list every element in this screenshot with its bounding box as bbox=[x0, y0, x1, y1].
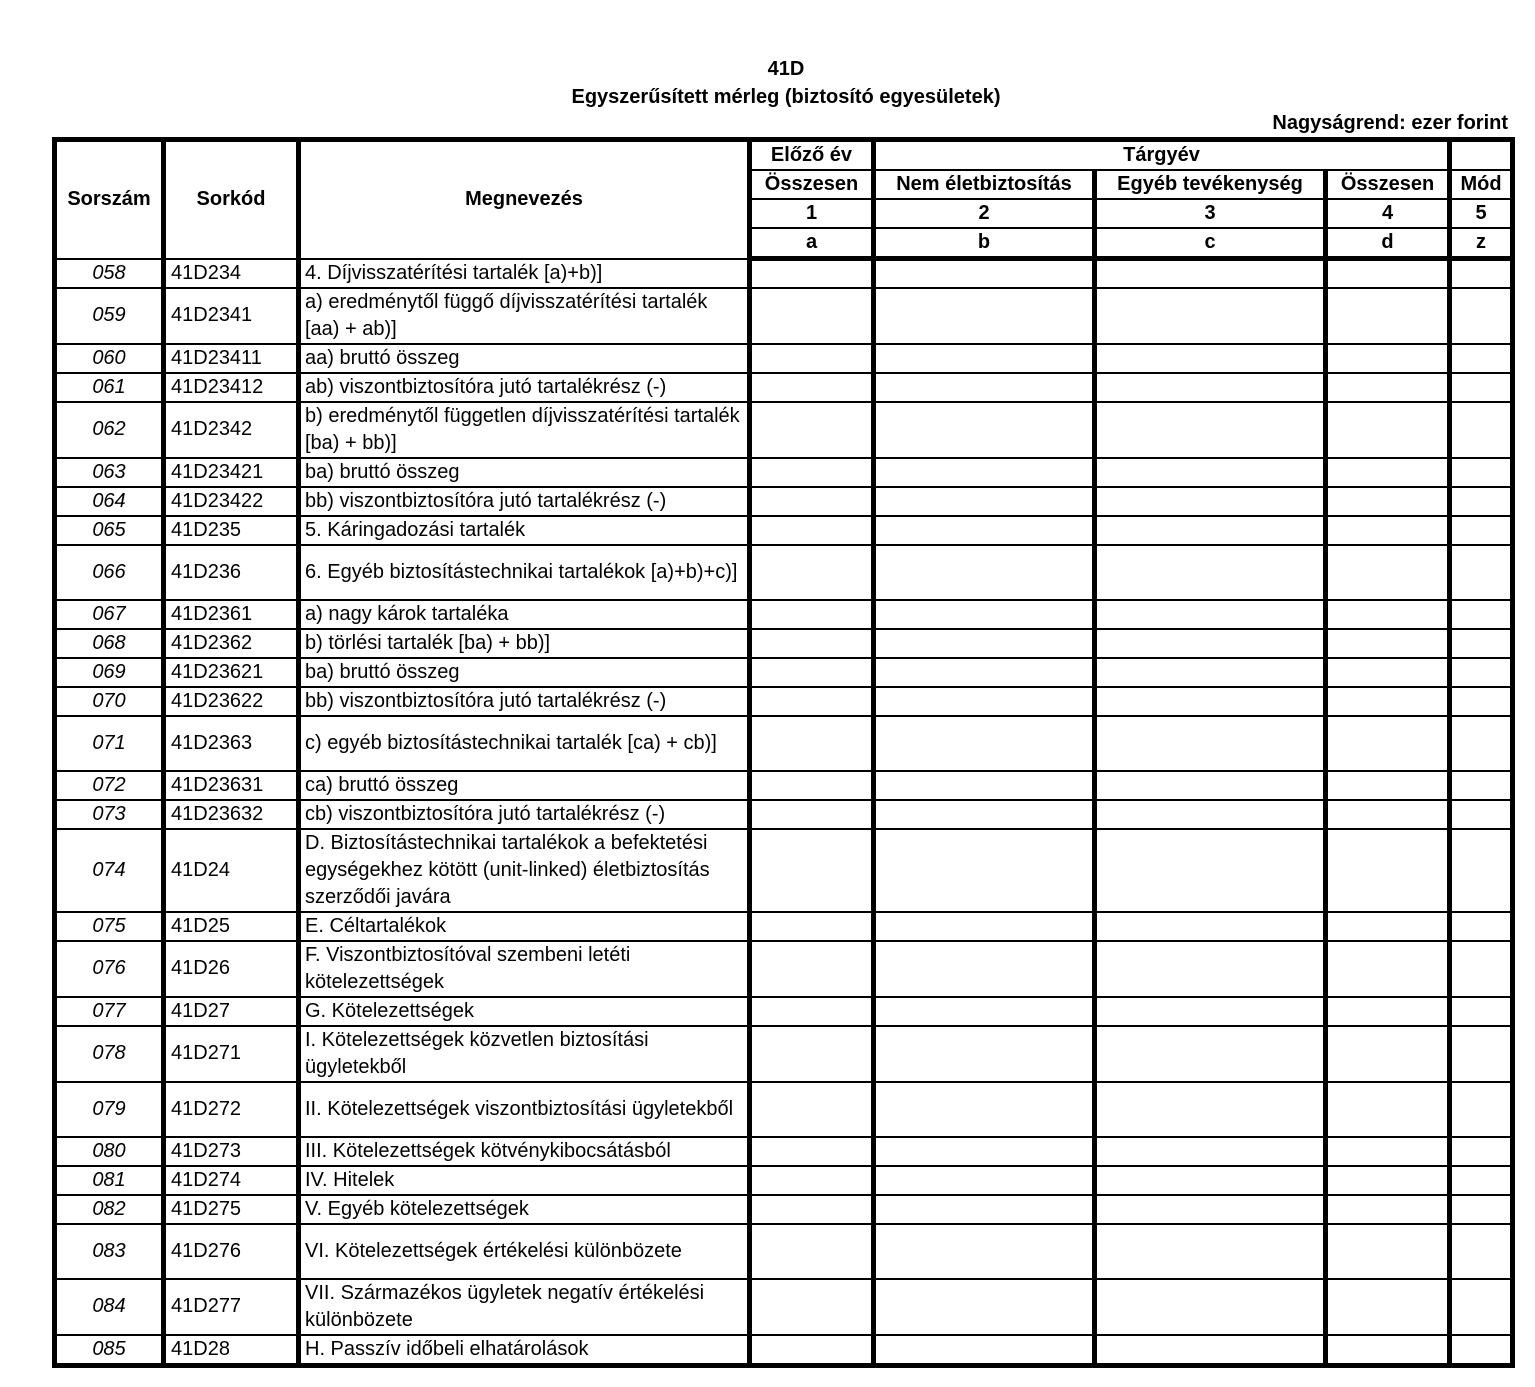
row-code: 41D26 bbox=[164, 941, 299, 997]
table-row bbox=[55, 1026, 1513, 1082]
row-code: 41D235 bbox=[164, 516, 299, 545]
cell-prev-total[interactable] bbox=[750, 373, 874, 402]
row-label: b) törlési tartalék [ba) + bb)] bbox=[299, 629, 750, 658]
cell-non-life[interactable] bbox=[874, 800, 1095, 829]
cell-other-activity[interactable] bbox=[1095, 1166, 1326, 1195]
row-number: 075 bbox=[55, 912, 164, 941]
header-num-1: 1 bbox=[750, 199, 874, 228]
row-number: 081 bbox=[55, 1166, 164, 1195]
cell-prev-total[interactable] bbox=[750, 1224, 874, 1279]
cell-prev-total[interactable] bbox=[750, 771, 874, 800]
row-number: 077 bbox=[55, 997, 164, 1026]
cell-mode[interactable] bbox=[1450, 458, 1513, 487]
header-num-3: 3 bbox=[1095, 199, 1326, 228]
row-number: 072 bbox=[55, 771, 164, 800]
table-row bbox=[55, 800, 1513, 829]
row-label: H. Passzív időbeli elhatárolások bbox=[299, 1335, 750, 1366]
cell-prev-total[interactable] bbox=[750, 402, 874, 458]
cell-prev-total[interactable] bbox=[750, 1195, 874, 1224]
cell-total[interactable] bbox=[1326, 716, 1450, 771]
row-label: G. Kötelezettségek bbox=[299, 997, 750, 1026]
cell-non-life[interactable] bbox=[874, 600, 1095, 629]
row-label: aa) bruttó összeg bbox=[299, 344, 750, 373]
cell-prev-total[interactable] bbox=[750, 800, 874, 829]
cell-other-activity[interactable] bbox=[1095, 288, 1326, 344]
cell-prev-total[interactable] bbox=[750, 458, 874, 487]
cell-other-activity[interactable] bbox=[1095, 629, 1326, 658]
row-code: 41D277 bbox=[164, 1279, 299, 1335]
cell-total[interactable] bbox=[1326, 487, 1450, 516]
row-number: 073 bbox=[55, 800, 164, 829]
table-row bbox=[55, 288, 1513, 344]
cell-prev-total[interactable] bbox=[750, 1279, 874, 1335]
cell-non-life[interactable] bbox=[874, 687, 1095, 716]
row-number: 059 bbox=[55, 288, 164, 344]
header-num-4: 4 bbox=[1326, 199, 1450, 228]
cell-non-life[interactable] bbox=[874, 1166, 1095, 1195]
header-num-2: 2 bbox=[874, 199, 1095, 228]
cell-mode[interactable] bbox=[1450, 829, 1513, 912]
row-number: 067 bbox=[55, 600, 164, 629]
cell-non-life[interactable] bbox=[874, 516, 1095, 545]
cell-other-activity[interactable] bbox=[1095, 997, 1326, 1026]
cell-mode[interactable] bbox=[1450, 373, 1513, 402]
header-elozo-ev: Előző év bbox=[750, 140, 874, 171]
header-targyev: Tárgyév bbox=[874, 140, 1450, 171]
row-label: V. Egyéb kötelezettségek bbox=[299, 1195, 750, 1224]
row-code: 41D23631 bbox=[164, 771, 299, 800]
cell-prev-total[interactable] bbox=[750, 288, 874, 344]
cell-mode[interactable] bbox=[1450, 600, 1513, 629]
cell-mode[interactable] bbox=[1450, 1166, 1513, 1195]
row-code: 41D2362 bbox=[164, 629, 299, 658]
cell-prev-total[interactable] bbox=[750, 997, 874, 1026]
row-code: 41D28 bbox=[164, 1335, 299, 1366]
row-label: F. Viszontbiztosítóval szembeni letéti kötelezettségek bbox=[299, 941, 750, 997]
cell-mode[interactable] bbox=[1450, 1224, 1513, 1279]
row-number: 058 bbox=[55, 259, 164, 288]
row-code: 41D23411 bbox=[164, 344, 299, 373]
cell-non-life[interactable] bbox=[874, 716, 1095, 771]
row-label: VI. Kötelezettségek értékelési különbözete bbox=[299, 1224, 750, 1279]
row-label: II. Kötelezettségek viszontbiztosítási ügyletekből bbox=[299, 1082, 750, 1137]
row-label: I. Kötelezettségek közvetlen biztosítási ügyletekből bbox=[299, 1026, 750, 1082]
cell-other-activity[interactable] bbox=[1095, 1224, 1326, 1279]
row-label: IV. Hitelek bbox=[299, 1166, 750, 1195]
cell-prev-total[interactable] bbox=[750, 487, 874, 516]
cell-total[interactable] bbox=[1326, 1279, 1450, 1335]
header-num-5: 5 bbox=[1450, 199, 1513, 228]
row-label: ba) bruttó összeg bbox=[299, 658, 750, 687]
row-number: 070 bbox=[55, 687, 164, 716]
row-number: 061 bbox=[55, 373, 164, 402]
cell-prev-total[interactable] bbox=[750, 1026, 874, 1082]
row-label: III. Kötelezettségek kötvénykibocsátásból bbox=[299, 1137, 750, 1166]
cell-mode[interactable] bbox=[1450, 402, 1513, 458]
cell-non-life[interactable] bbox=[874, 259, 1095, 288]
table-row bbox=[55, 1082, 1513, 1137]
cell-total[interactable] bbox=[1326, 829, 1450, 912]
cell-total[interactable] bbox=[1326, 1082, 1450, 1137]
cell-prev-total[interactable] bbox=[750, 600, 874, 629]
cell-other-activity[interactable] bbox=[1095, 1082, 1326, 1137]
row-code: 41D2341 bbox=[164, 288, 299, 344]
row-number: 074 bbox=[55, 829, 164, 912]
table-row bbox=[55, 1137, 1513, 1166]
cell-mode[interactable] bbox=[1450, 1195, 1513, 1224]
row-number: 082 bbox=[55, 1195, 164, 1224]
balance-sheet-table bbox=[52, 137, 1515, 1368]
cell-non-life[interactable] bbox=[874, 912, 1095, 941]
row-code: 41D24 bbox=[164, 829, 299, 912]
table-row bbox=[55, 402, 1513, 458]
cell-other-activity[interactable] bbox=[1095, 487, 1326, 516]
row-label: bb) viszontbiztosítóra jutó tartalékrész (-) bbox=[299, 487, 750, 516]
cell-prev-total[interactable] bbox=[750, 912, 874, 941]
row-number: 060 bbox=[55, 344, 164, 373]
cell-non-life[interactable] bbox=[874, 1137, 1095, 1166]
cell-mode[interactable] bbox=[1450, 288, 1513, 344]
row-label: 4. Díjvisszatérítési tartalék [a)+b)] bbox=[299, 259, 750, 288]
cell-mode[interactable] bbox=[1450, 516, 1513, 545]
cell-total[interactable] bbox=[1326, 288, 1450, 344]
cell-prev-total[interactable] bbox=[750, 658, 874, 687]
table-row bbox=[55, 658, 1513, 687]
row-number: 071 bbox=[55, 716, 164, 771]
cell-non-life[interactable] bbox=[874, 829, 1095, 912]
header-sorkod: Sorkód bbox=[164, 140, 299, 259]
cell-total[interactable] bbox=[1326, 402, 1450, 458]
cell-total[interactable] bbox=[1326, 259, 1450, 288]
header-sub-1: Összesen bbox=[750, 170, 874, 199]
cell-mode[interactable] bbox=[1450, 1082, 1513, 1137]
cell-prev-total[interactable] bbox=[750, 545, 874, 600]
cell-total[interactable] bbox=[1326, 1166, 1450, 1195]
row-label: a) eredménytől függő díjvisszatérítési tartalék [aa) + ab)] bbox=[299, 288, 750, 344]
unit-label: Nagyságrend: ezer forint bbox=[1272, 112, 1508, 134]
row-code: 41D2361 bbox=[164, 600, 299, 629]
row-label: b) eredménytől független díjvisszatérítési tartalék [ba) + bb)] bbox=[299, 402, 750, 458]
cell-non-life[interactable] bbox=[874, 288, 1095, 344]
row-label: cb) viszontbiztosítóra jutó tartalékrész (-) bbox=[299, 800, 750, 829]
row-label: c) egyéb biztosítástechnikai tartalék [ca) + cb)] bbox=[299, 716, 750, 771]
header-sorszam: Sorszám bbox=[55, 140, 164, 259]
cell-non-life[interactable] bbox=[874, 997, 1095, 1026]
row-label: ca) bruttó összeg bbox=[299, 771, 750, 800]
cell-non-life[interactable] bbox=[874, 941, 1095, 997]
cell-total[interactable] bbox=[1326, 1335, 1450, 1366]
table-row bbox=[55, 941, 1513, 997]
cell-prev-total[interactable] bbox=[750, 941, 874, 997]
cell-non-life[interactable] bbox=[874, 771, 1095, 800]
row-code: 41D276 bbox=[164, 1224, 299, 1279]
row-code: 41D236 bbox=[164, 545, 299, 600]
cell-mode[interactable] bbox=[1450, 344, 1513, 373]
row-code: 41D23632 bbox=[164, 800, 299, 829]
cell-other-activity[interactable] bbox=[1095, 1137, 1326, 1166]
cell-other-activity[interactable] bbox=[1095, 658, 1326, 687]
cell-other-activity[interactable] bbox=[1095, 912, 1326, 941]
table-row bbox=[55, 344, 1513, 373]
table-row bbox=[55, 912, 1513, 941]
row-number: 068 bbox=[55, 629, 164, 658]
cell-total[interactable] bbox=[1326, 1224, 1450, 1279]
cell-total[interactable] bbox=[1326, 1137, 1450, 1166]
row-label: bb) viszontbiztosítóra jutó tartalékrész (-) bbox=[299, 687, 750, 716]
cell-non-life[interactable] bbox=[874, 658, 1095, 687]
cell-other-activity[interactable] bbox=[1095, 1195, 1326, 1224]
cell-total[interactable] bbox=[1326, 629, 1450, 658]
row-code: 41D23422 bbox=[164, 487, 299, 516]
form-title: Egyszerűsített mérleg (biztosító egyesületek) bbox=[571, 86, 1001, 108]
row-number: 069 bbox=[55, 658, 164, 687]
table-row bbox=[55, 373, 1513, 402]
header-sub-5: Mód bbox=[1450, 170, 1513, 199]
cell-non-life[interactable] bbox=[874, 629, 1095, 658]
cell-total[interactable] bbox=[1326, 771, 1450, 800]
cell-non-life[interactable] bbox=[874, 344, 1095, 373]
row-number: 085 bbox=[55, 1335, 164, 1366]
cell-other-activity[interactable] bbox=[1095, 344, 1326, 373]
row-code: 41D2342 bbox=[164, 402, 299, 458]
row-number: 066 bbox=[55, 545, 164, 600]
cell-other-activity[interactable] bbox=[1095, 1279, 1326, 1335]
row-number: 076 bbox=[55, 941, 164, 997]
table-row bbox=[55, 771, 1513, 800]
cell-mode[interactable] bbox=[1450, 629, 1513, 658]
cell-prev-total[interactable] bbox=[750, 716, 874, 771]
cell-mode[interactable] bbox=[1450, 1026, 1513, 1082]
row-number: 083 bbox=[55, 1224, 164, 1279]
cell-prev-total[interactable] bbox=[750, 829, 874, 912]
cell-total[interactable] bbox=[1326, 1195, 1450, 1224]
cell-total[interactable] bbox=[1326, 600, 1450, 629]
row-code: 41D23622 bbox=[164, 687, 299, 716]
table-row bbox=[55, 997, 1513, 1026]
cell-other-activity[interactable] bbox=[1095, 800, 1326, 829]
cell-prev-total[interactable] bbox=[750, 1137, 874, 1166]
table-row bbox=[55, 829, 1513, 912]
row-label: 6. Egyéb biztosítástechnikai tartalékok [a)+b)+c)] bbox=[299, 545, 750, 600]
cell-other-activity[interactable] bbox=[1095, 771, 1326, 800]
cell-non-life[interactable] bbox=[874, 1279, 1095, 1335]
row-code: 41D27 bbox=[164, 997, 299, 1026]
cell-mode[interactable] bbox=[1450, 716, 1513, 771]
cell-mode[interactable] bbox=[1450, 997, 1513, 1026]
cell-total[interactable] bbox=[1326, 941, 1450, 997]
cell-non-life[interactable] bbox=[874, 458, 1095, 487]
cell-mode[interactable] bbox=[1450, 658, 1513, 687]
row-number: 078 bbox=[55, 1026, 164, 1082]
table-row bbox=[55, 487, 1513, 516]
row-number: 064 bbox=[55, 487, 164, 516]
cell-prev-total[interactable] bbox=[750, 1082, 874, 1137]
cell-non-life[interactable] bbox=[874, 1082, 1095, 1137]
cell-non-life[interactable] bbox=[874, 1026, 1095, 1082]
row-number: 063 bbox=[55, 458, 164, 487]
cell-mode[interactable] bbox=[1450, 545, 1513, 600]
header-letter-b: b bbox=[874, 228, 1095, 259]
cell-prev-total[interactable] bbox=[750, 516, 874, 545]
cell-prev-total[interactable] bbox=[750, 259, 874, 288]
cell-other-activity[interactable] bbox=[1095, 687, 1326, 716]
row-code: 41D234 bbox=[164, 259, 299, 288]
cell-prev-total[interactable] bbox=[750, 687, 874, 716]
row-label: 5. Káringadozási tartalék bbox=[299, 516, 750, 545]
row-label: ba) bruttó összeg bbox=[299, 458, 750, 487]
form-code: 41D bbox=[767, 58, 805, 80]
cell-non-life[interactable] bbox=[874, 373, 1095, 402]
table-row bbox=[55, 687, 1513, 716]
cell-mode[interactable] bbox=[1450, 941, 1513, 997]
row-code: 41D23421 bbox=[164, 458, 299, 487]
cell-other-activity[interactable] bbox=[1095, 402, 1326, 458]
cell-non-life[interactable] bbox=[874, 1195, 1095, 1224]
header-sub-4: Összesen bbox=[1326, 170, 1450, 199]
table-row bbox=[55, 545, 1513, 600]
row-code: 41D25 bbox=[164, 912, 299, 941]
row-code: 41D272 bbox=[164, 1082, 299, 1137]
cell-other-activity[interactable] bbox=[1095, 829, 1326, 912]
cell-non-life[interactable] bbox=[874, 545, 1095, 600]
row-label: E. Céltartalékok bbox=[299, 912, 750, 941]
header-blank bbox=[1450, 140, 1513, 171]
table-body bbox=[55, 259, 1513, 1366]
header-sub-3: Egyéb tevékenység bbox=[1095, 170, 1326, 199]
cell-total[interactable] bbox=[1326, 800, 1450, 829]
cell-mode[interactable] bbox=[1450, 1137, 1513, 1166]
cell-other-activity[interactable] bbox=[1095, 716, 1326, 771]
cell-prev-total[interactable] bbox=[750, 344, 874, 373]
cell-total[interactable] bbox=[1326, 458, 1450, 487]
cell-total[interactable] bbox=[1326, 658, 1450, 687]
row-code: 41D23621 bbox=[164, 658, 299, 687]
cell-mode[interactable] bbox=[1450, 912, 1513, 941]
cell-mode[interactable] bbox=[1450, 487, 1513, 516]
row-number: 084 bbox=[55, 1279, 164, 1335]
cell-mode[interactable] bbox=[1450, 687, 1513, 716]
cell-total[interactable] bbox=[1326, 545, 1450, 600]
table-row bbox=[55, 1335, 1513, 1366]
cell-other-activity[interactable] bbox=[1095, 259, 1326, 288]
table-row bbox=[55, 259, 1513, 288]
row-label: D. Biztosítástechnikai tartalékok a befektetési egységekhez kötött (unit-linked) életbiztosítás szerződői javára bbox=[299, 829, 750, 912]
cell-mode[interactable] bbox=[1450, 1279, 1513, 1335]
row-number: 080 bbox=[55, 1137, 164, 1166]
cell-non-life[interactable] bbox=[874, 402, 1095, 458]
cell-total[interactable] bbox=[1326, 1026, 1450, 1082]
cell-non-life[interactable] bbox=[874, 487, 1095, 516]
row-number: 079 bbox=[55, 1082, 164, 1137]
cell-total[interactable] bbox=[1326, 912, 1450, 941]
cell-total[interactable] bbox=[1326, 516, 1450, 545]
table-row bbox=[55, 629, 1513, 658]
cell-other-activity[interactable] bbox=[1095, 1335, 1326, 1366]
cell-other-activity[interactable] bbox=[1095, 373, 1326, 402]
row-number: 062 bbox=[55, 402, 164, 458]
table-row bbox=[55, 1166, 1513, 1195]
cell-other-activity[interactable] bbox=[1095, 1026, 1326, 1082]
cell-other-activity[interactable] bbox=[1095, 516, 1326, 545]
row-label: ab) viszontbiztosítóra jutó tartalékrész (-) bbox=[299, 373, 750, 402]
row-code: 41D2363 bbox=[164, 716, 299, 771]
cell-other-activity[interactable] bbox=[1095, 458, 1326, 487]
row-code: 41D271 bbox=[164, 1026, 299, 1082]
cell-total[interactable] bbox=[1326, 344, 1450, 373]
cell-non-life[interactable] bbox=[874, 1335, 1095, 1366]
cell-total[interactable] bbox=[1326, 687, 1450, 716]
header-megnevezes: Megnevezés bbox=[299, 140, 750, 259]
cell-other-activity[interactable] bbox=[1095, 941, 1326, 997]
header-sub-2: Nem életbiztosítás bbox=[874, 170, 1095, 199]
cell-mode[interactable] bbox=[1450, 771, 1513, 800]
table-row bbox=[55, 1195, 1513, 1224]
row-label: VII. Származékos ügyletek negatív értékelési különbözete bbox=[299, 1279, 750, 1335]
header-letter-a: a bbox=[750, 228, 874, 259]
cell-prev-total[interactable] bbox=[750, 629, 874, 658]
cell-prev-total[interactable] bbox=[750, 1335, 874, 1366]
cell-mode[interactable] bbox=[1450, 259, 1513, 288]
cell-mode[interactable] bbox=[1450, 1335, 1513, 1366]
cell-total[interactable] bbox=[1326, 373, 1450, 402]
row-code: 41D23412 bbox=[164, 373, 299, 402]
table-row bbox=[55, 716, 1513, 771]
header-letter-z: z bbox=[1450, 228, 1513, 259]
table-row bbox=[55, 600, 1513, 629]
row-code: 41D275 bbox=[164, 1195, 299, 1224]
row-number: 065 bbox=[55, 516, 164, 545]
cell-other-activity[interactable] bbox=[1095, 545, 1326, 600]
header-letter-d: d bbox=[1326, 228, 1450, 259]
table-row bbox=[55, 1224, 1513, 1279]
table-row bbox=[55, 458, 1513, 487]
row-label: a) nagy károk tartaléka bbox=[299, 600, 750, 629]
cell-total[interactable] bbox=[1326, 997, 1450, 1026]
cell-prev-total[interactable] bbox=[750, 1166, 874, 1195]
table-row bbox=[55, 1279, 1513, 1335]
row-code: 41D274 bbox=[164, 1166, 299, 1195]
header-letter-c: c bbox=[1095, 228, 1326, 259]
table-row bbox=[55, 516, 1513, 545]
cell-other-activity[interactable] bbox=[1095, 600, 1326, 629]
row-code: 41D273 bbox=[164, 1137, 299, 1166]
cell-non-life[interactable] bbox=[874, 1224, 1095, 1279]
cell-mode[interactable] bbox=[1450, 800, 1513, 829]
